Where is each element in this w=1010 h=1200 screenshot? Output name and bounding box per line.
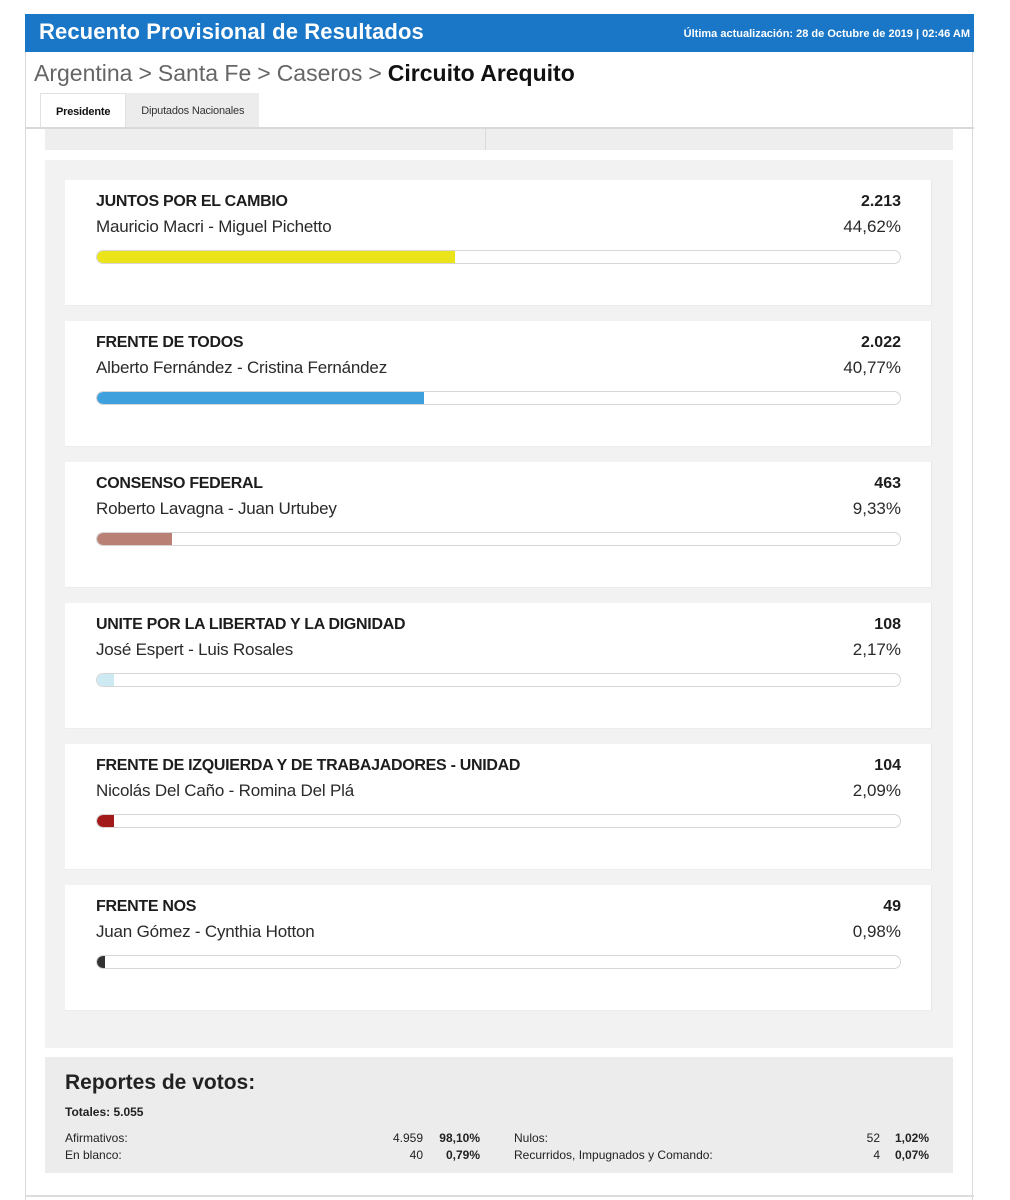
vote-percent: 40,77% [843,358,901,377]
candidate-names: José Espert - Luis Rosales [96,640,293,659]
breadcrumb-caseros[interactable]: Caseros [276,60,363,86]
filter-strip [45,129,953,150]
progress-fill [97,815,114,827]
progress-track [96,391,901,405]
strip-divider [485,129,486,150]
tab-presidente[interactable]: Presidente [40,93,126,127]
report-count: 4.959 [392,1131,423,1145]
tab-diputados-nacionales[interactable]: Diputados Nacionales [126,93,259,127]
vote-reports-panel [45,1057,953,1173]
vote-percent: 0,98% [852,922,901,941]
result-card [65,885,932,1011]
progress-track [96,250,901,264]
report-label: Recurridos, Impugnados y Comando: [514,1148,713,1162]
report-count: 4 [873,1148,880,1162]
vote-count: 2.022 [860,334,901,351]
breadcrumb-argentina[interactable]: Argentina [34,60,133,86]
progress-track [96,532,901,546]
report-count: 52 [866,1131,880,1145]
party-name: CONSENSO FEDERAL [96,475,263,492]
candidate-names: Juan Gómez - Cynthia Hotton [96,922,315,941]
party-name: JUNTOS POR EL CAMBIO [96,193,288,210]
progress-fill [97,251,455,263]
party-name: FRENTE DE IZQUIERDA Y DE TRABAJADORES - UNIDAD [96,757,521,774]
report-row-afirmativos [65,1131,480,1147]
report-row-en-blanco [65,1148,480,1164]
result-card [65,321,932,447]
vote-count: 2.213 [860,193,901,210]
candidate-names: Roberto Lavagna - Juan Urtubey [96,499,337,518]
report-percent: 1,02% [894,1131,929,1145]
reports-totals: Totales: 5.055 [65,1105,144,1119]
party-name: UNITE POR LA LIBERTAD Y LA DIGNIDAD [96,616,406,633]
report-label: Nulos: [514,1131,549,1145]
result-card [65,180,932,306]
vote-percent: 2,17% [852,640,901,659]
vote-count: 104 [874,757,901,774]
vote-percent: 9,33% [852,499,901,518]
breadcrumb-separator: > [257,60,271,86]
result-card [65,744,932,870]
page-title: Recuento Provisional de Resultados [39,19,424,44]
progress-fill [97,533,172,545]
report-label: Afirmativos: [65,1131,128,1145]
result-card [65,603,932,729]
report-count: 40 [409,1148,423,1162]
reports-title: Reportes de votos: [65,1071,256,1094]
vote-count: 49 [883,898,901,915]
party-name: FRENTE DE TODOS [96,334,244,351]
progress-fill [97,392,424,404]
vote-percent: 44,62% [843,217,901,236]
progress-fill [97,674,114,686]
party-name: FRENTE NOS [96,898,197,915]
breadcrumb-santa-fe[interactable]: Santa Fe [157,60,252,86]
report-label: En blanco: [65,1148,122,1162]
report-row-recurridos [514,1148,929,1164]
header-bar [25,14,974,52]
report-percent: 98,10% [439,1131,480,1145]
result-card [65,462,932,588]
last-update-text: Última actualización: 28 de Octubre de 2019 | 02:46 AM [683,28,970,40]
breadcrumb-current: Circuito Arequito [387,60,575,86]
vote-count: 463 [874,475,901,492]
vote-count: 108 [874,616,901,633]
report-row-nulos [514,1131,929,1147]
breadcrumb-separator: > [138,60,152,86]
breadcrumb-separator: > [368,60,382,86]
bottom-divider [25,1195,974,1197]
tab-bar [40,93,259,127]
progress-track [96,673,901,687]
vote-percent: 2,09% [852,781,901,800]
breadcrumb [34,60,575,87]
progress-fill [97,956,105,968]
candidate-names: Nicolás Del Caño - Romina Del Plá [96,781,354,800]
progress-track [96,814,901,828]
progress-track [96,955,901,969]
candidate-names: Alberto Fernández - Cristina Fernández [96,358,387,377]
candidate-names: Mauricio Macri - Miguel Pichetto [96,217,332,236]
report-percent: 0,07% [894,1148,929,1162]
report-percent: 0,79% [445,1148,480,1162]
results-panel [45,160,953,1048]
